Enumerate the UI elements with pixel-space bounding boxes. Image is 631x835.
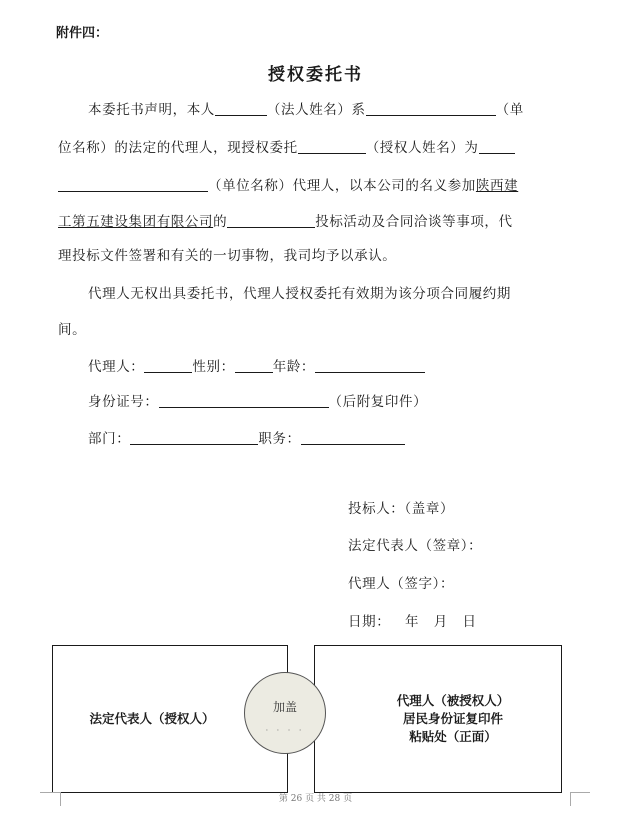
body-line-3: （单位名称）代理人，以本公司的名义参加陕西建 bbox=[58, 174, 518, 194]
agent-id-label: 代理人（被授权人） 居民身份证复印件 粘贴处（正面） bbox=[396, 693, 510, 744]
document-title: 授权委托书 bbox=[268, 65, 363, 85]
legal-name-blank bbox=[215, 101, 267, 116]
unit-name-blank-2a bbox=[479, 139, 515, 154]
body-line-6: 代理人无权出具委托书，代理人授权委托有效期为该分项合同履约期 bbox=[88, 286, 511, 302]
legal-rep-sign-line: 法定代表人（签章）： bbox=[348, 538, 483, 554]
body-line-4: 工第五建设集团有限公司的 投标活动及合同洽谈等事项，代 bbox=[58, 214, 513, 230]
attachment-label: 附件四： bbox=[56, 26, 109, 41]
legal-rep-id-label: 法定代表人（授权人） bbox=[89, 711, 215, 726]
agent-name-field[interactable] bbox=[144, 358, 192, 373]
department-row: 部门： 职务： bbox=[88, 427, 405, 447]
age-field[interactable] bbox=[315, 358, 425, 373]
id-number-row: 身份证号： （后附复印件） bbox=[88, 394, 428, 410]
seal-label: 加盖 bbox=[272, 699, 297, 714]
body-line-1: 本委托书声明，本人 （法人姓名）系 （单 bbox=[88, 102, 524, 118]
project-blank bbox=[227, 213, 315, 228]
agent-info-row: 代理人： 性别： 年龄： bbox=[88, 355, 425, 375]
company-name-part-1: 陕西建 bbox=[475, 178, 519, 194]
body-line-7: 间。 bbox=[58, 322, 87, 338]
agent-id-box bbox=[314, 645, 562, 793]
page-number: 第 26 页 共 28 页 bbox=[278, 794, 353, 804]
seal-dots: · · · · bbox=[265, 726, 305, 735]
date-line: 日期： 年 月 日 bbox=[348, 614, 477, 630]
bidder-seal-line: 投标人：（盖章） bbox=[348, 501, 455, 517]
body-line-2: 位名称）的法定的代理人，现授权委托 （授权人姓名）为 bbox=[58, 136, 515, 156]
company-name-part-2: 工第五建设集团有限公司 bbox=[58, 214, 214, 230]
unit-name-blank-2b bbox=[58, 177, 208, 192]
id-number-field[interactable] bbox=[159, 393, 329, 408]
gender-field[interactable] bbox=[235, 358, 273, 373]
agent-sign-line: 代理人（签字）： bbox=[348, 576, 455, 592]
unit-name-blank-1 bbox=[366, 101, 496, 116]
seal-stamp-circle bbox=[244, 672, 326, 754]
department-field[interactable] bbox=[130, 430, 258, 445]
position-field[interactable] bbox=[301, 430, 405, 445]
body-line-5: 理投标文件签署和有关的一切事物，我司均予以承认。 bbox=[58, 248, 397, 264]
authorized-name-blank bbox=[298, 139, 366, 154]
